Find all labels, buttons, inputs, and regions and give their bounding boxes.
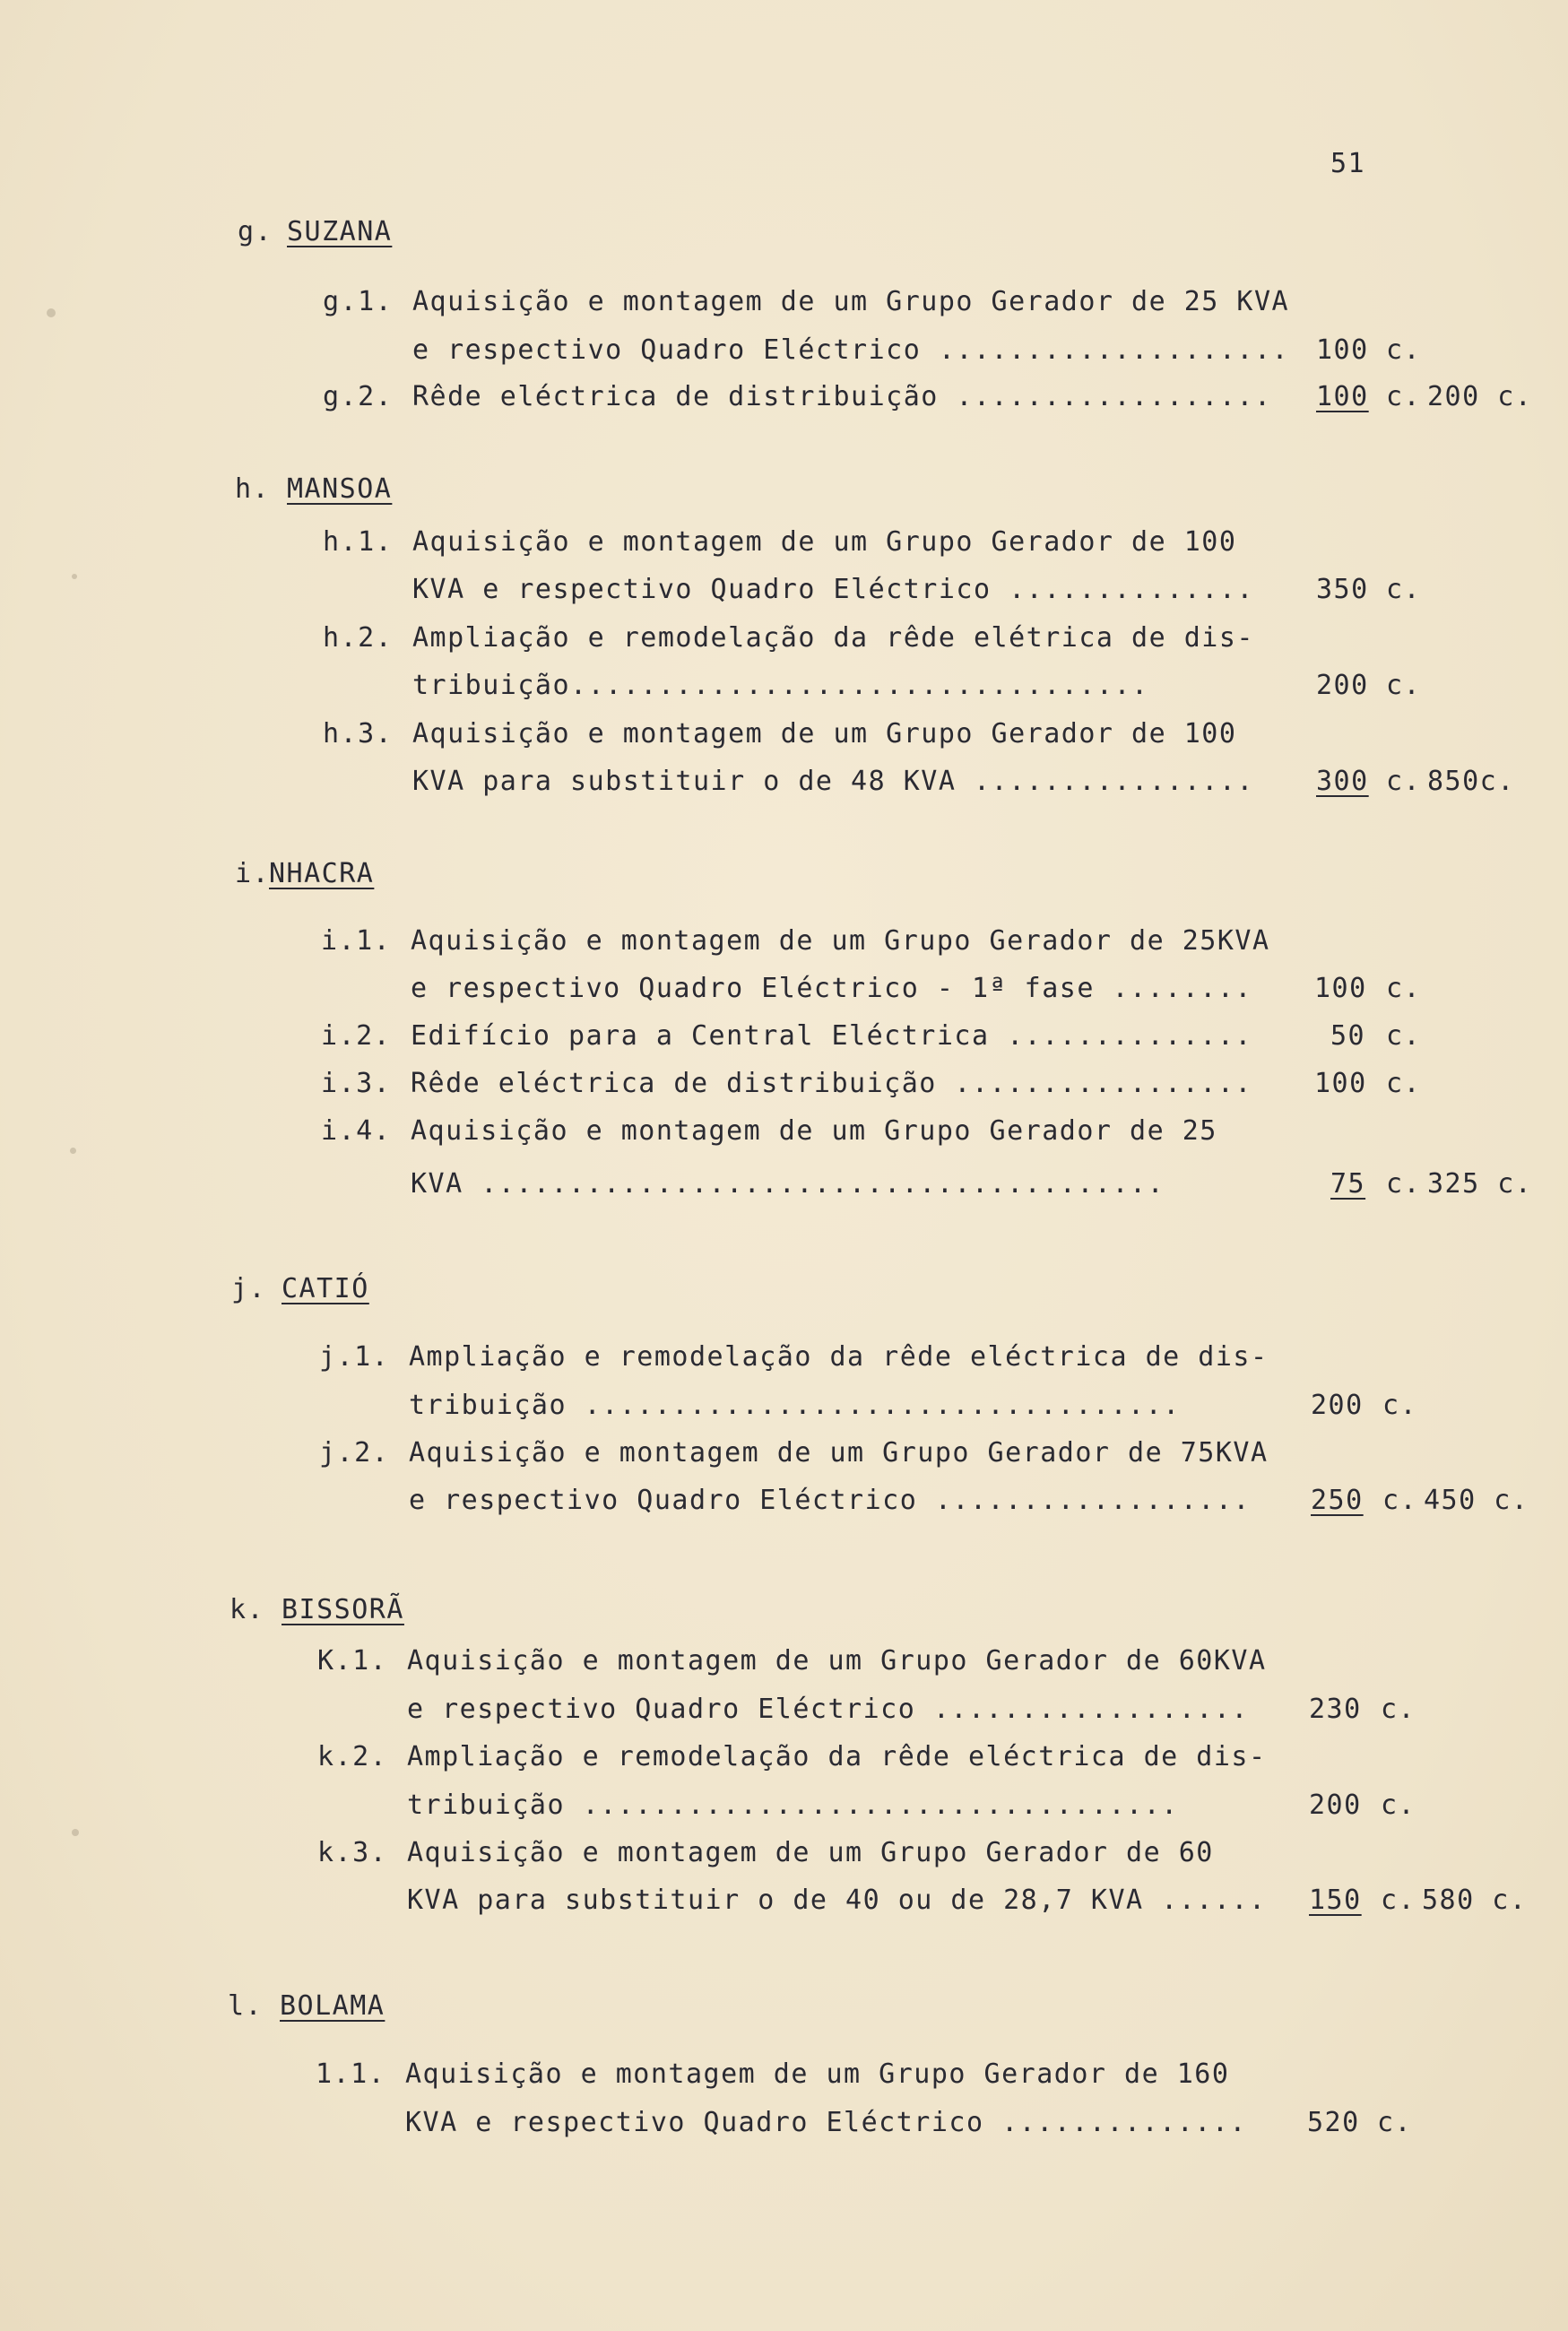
item-label: g.1. [323,286,394,317]
item-label: i.3. [321,1068,392,1099]
section-letter: j. [231,1273,267,1304]
item-text: Aquisição e montagem de um Grupo Gerador de 60 [407,1837,1214,1868]
section-title-nhacra: NHACRA [269,858,375,889]
section-total: 200 c. [1427,381,1533,412]
item-text: KVA para substituir o de 48 KVA ................ [412,766,1254,797]
item-amount: 250 [1311,1485,1364,1516]
item-label: k.2. [317,1741,388,1772]
item-unit: c. [1381,1885,1416,1916]
item-unit: c. [1386,1168,1422,1200]
item-label: h.3. [323,718,394,750]
section-title-bissora: BISSORÃ [282,1594,404,1625]
section-title-suzana: SUZANA [287,216,393,247]
item-text: Aquisição e montagem de um Grupo Gerador de 160 [405,2058,1230,2090]
item-text: Ampliação e remodelação da rêde elétrica de dis- [412,622,1254,654]
item-amount: 200 [1311,1390,1364,1421]
item-unit: c. [1386,766,1422,797]
item-text: Aquisição e montagem de um Grupo Gerador de 100 [412,526,1237,558]
section-total: 325 c. [1427,1168,1533,1200]
item-label: K.1. [317,1645,388,1677]
item-amount: 520 [1307,2107,1360,2138]
item-label: j.1. [319,1341,390,1373]
item-text: Ampliação e remodelação da rêde eléctrica de dis- [407,1741,1267,1772]
item-amount: 100 [1316,334,1369,366]
section-title-catio: CATIÓ [282,1273,369,1304]
section-letter: h. [235,473,271,505]
item-text: e respectivo Quadro Eléctrico .................. [409,1485,1251,1516]
item-unit: c. [1377,2107,1413,2138]
item-amount: 300 [1316,766,1369,797]
section-letter: l. [228,1990,264,2022]
section-letter: g. [238,216,273,247]
item-amount: 100 [1316,381,1369,412]
item-amount: 100 [1314,973,1367,1004]
item-text: Aquisição e montagem de um Grupo Gerador de 25KVA [411,925,1270,957]
item-text: KVA para substituir o de 40 ou de 28,7 KVA ...... [407,1885,1267,1916]
item-unit: c. [1386,670,1422,701]
item-label: i.4. [321,1115,392,1147]
item-text: KVA e respectivo Quadro Eléctrico .............. [405,2107,1247,2138]
item-unit: c. [1386,334,1422,366]
item-amount: 200 [1316,670,1369,701]
item-label: h.1. [323,526,394,558]
item-amount: 230 [1309,1694,1362,1725]
item-text: e respectivo Quadro Eléctrico .................. [407,1694,1249,1725]
section-letter: k. [230,1594,265,1625]
item-text: KVA e respectivo Quadro Eléctrico .............. [412,574,1254,605]
item-label: 1.1. [316,2058,386,2090]
item-unit: c. [1382,1390,1418,1421]
item-text: Aquisição e montagem de um Grupo Gerador de 75KVA [409,1437,1269,1469]
section-title-mansoa: MANSOA [287,473,393,505]
item-text: Ampliação e remodelação da rêde eléctrica de dis- [409,1341,1269,1373]
item-label: g.2. [323,381,394,412]
item-unit: c. [1386,1068,1422,1099]
paper-speck [70,1148,76,1154]
item-text: e respectivo Quadro Eléctrico - 1ª fase ........ [411,973,1252,1004]
item-unit: c. [1386,1020,1422,1052]
item-label: j.2. [319,1437,390,1469]
item-text: tribuição................................. [412,670,1149,701]
item-unit: c. [1386,574,1422,605]
item-unit: c. [1386,973,1422,1004]
item-amount: 200 [1309,1789,1362,1821]
item-label: i.1. [321,925,392,957]
paper-speck [72,574,77,579]
item-unit: c. [1386,381,1422,412]
item-text: Aquisição e montagem de um Grupo Gerador de 25 KVA [412,286,1290,317]
item-amount: 150 [1309,1885,1362,1916]
item-text: Edifício para a Central Eléctrica .............. [411,1020,1252,1052]
item-label: i.2. [321,1020,392,1052]
item-amount: 100 [1314,1068,1367,1099]
section-letter: i. [235,858,271,889]
item-amount: 50 [1330,1020,1366,1052]
section-total: 850c. [1427,766,1515,797]
item-label: k.3. [317,1837,388,1868]
item-text: Aquisição e montagem de um Grupo Gerador de 100 [412,718,1237,750]
item-text: Aquisição e montagem de um Grupo Gerador de 60KVA [407,1645,1267,1677]
paper-speck [72,1829,79,1836]
section-total: 450 c. [1424,1485,1529,1516]
item-label: h.2. [323,622,394,654]
section-total: 580 c. [1422,1885,1528,1916]
item-unit: c. [1381,1789,1416,1821]
item-text: tribuição .................................. [407,1789,1179,1821]
item-text: tribuição .................................. [409,1390,1181,1421]
item-text: Aquisição e montagem de um Grupo Gerador de 25 [411,1115,1217,1147]
paper-speck [47,308,56,317]
item-amount: 350 [1316,574,1369,605]
item-text: KVA ....................................... [411,1168,1165,1200]
item-unit: c. [1382,1485,1418,1516]
item-amount: 75 [1330,1168,1366,1200]
item-text: Rêde eléctrica de distribuição ................. [411,1068,1252,1099]
section-title-bolama: BOLAMA [280,1990,386,2022]
item-text: e respectivo Quadro Eléctrico .................... [412,334,1290,366]
item-text: Rêde eléctrica de distribuição .................. [412,381,1272,412]
item-unit: c. [1381,1694,1416,1725]
page-number: 51 [1330,148,1366,179]
